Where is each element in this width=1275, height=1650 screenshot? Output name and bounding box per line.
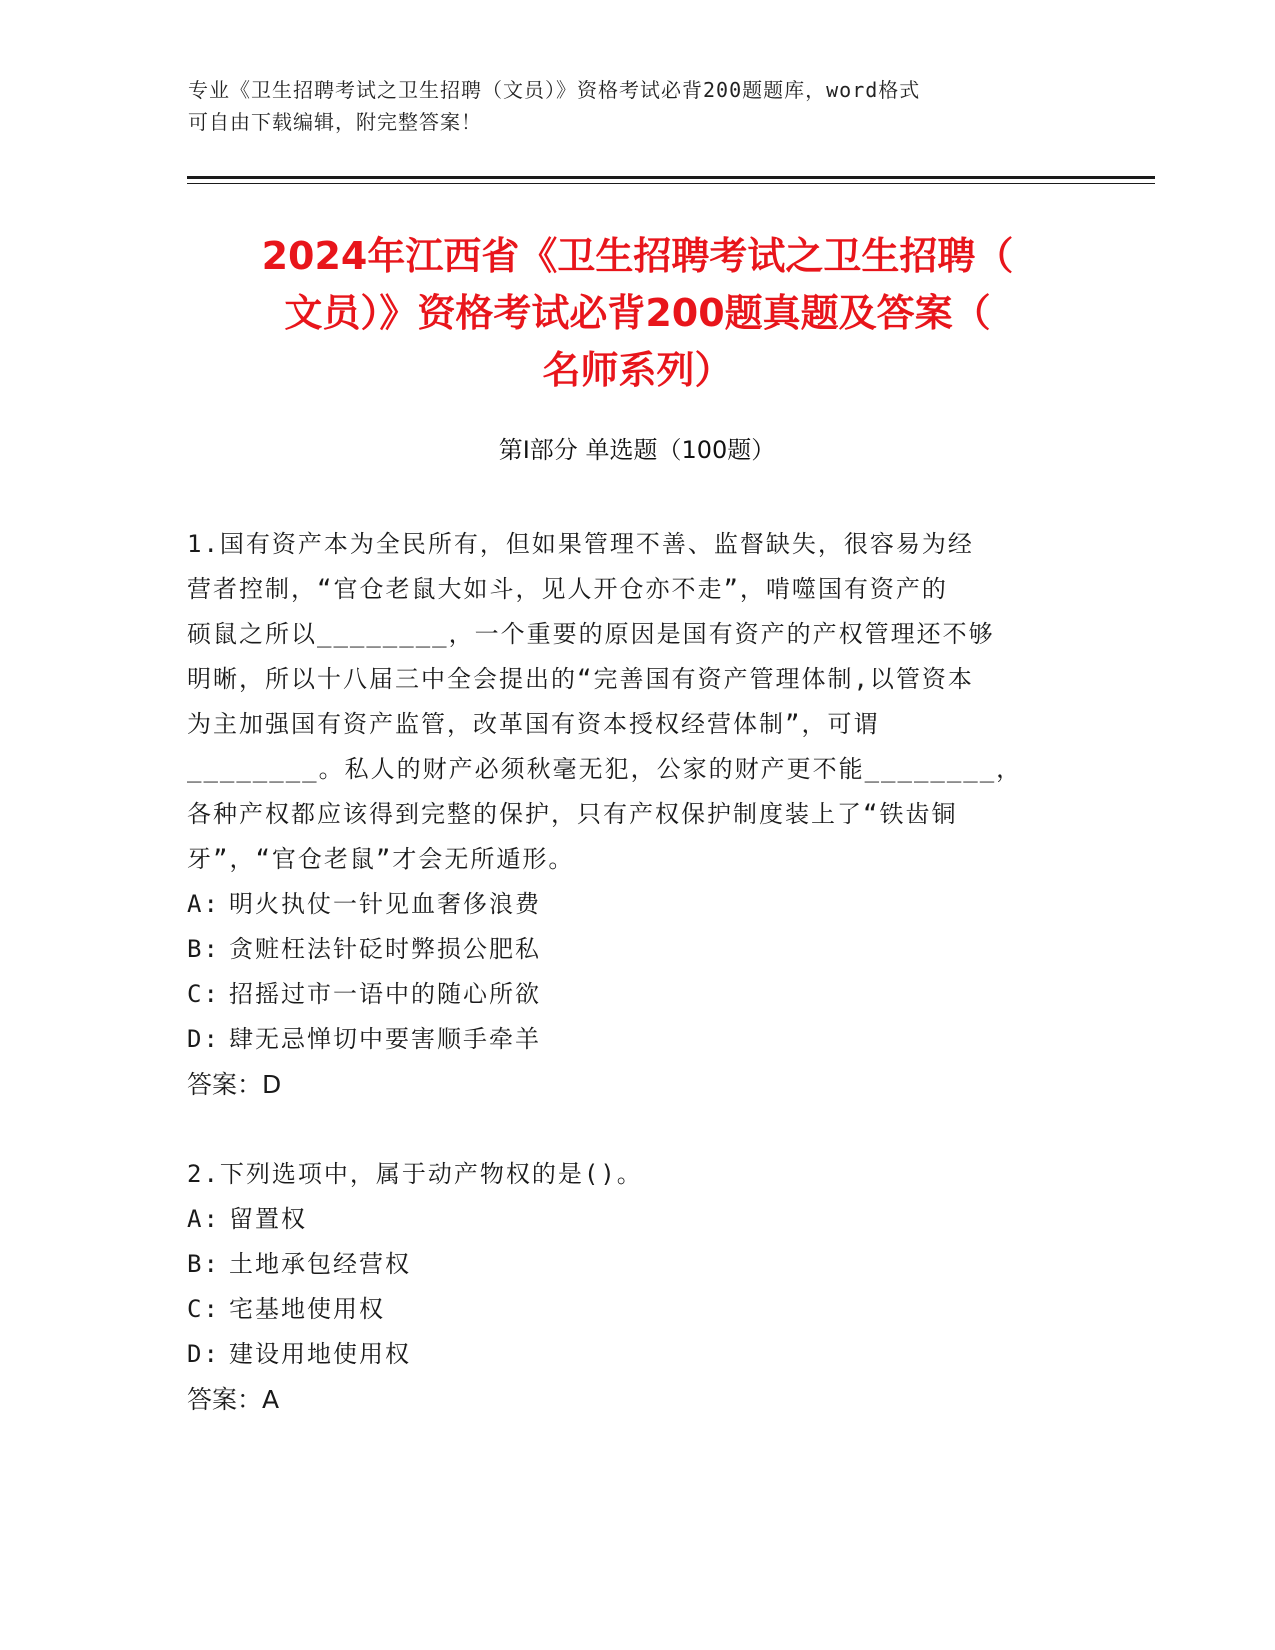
option-key: D: (187, 1340, 220, 1368)
option-b (187, 1242, 1087, 1287)
stem-line: 营者控制，“官仓老鼠大如斗，见人开仓亦不走”，啃噬国有资产的 (187, 575, 948, 603)
header-line-2: 可自由下载编辑，附完整答案！ (188, 110, 482, 134)
stem-line: 各种产权都应该得到完整的保护，只有产权保护制度装上了“铁齿铜 (187, 800, 958, 828)
option-b (187, 927, 1087, 972)
question-stem (187, 522, 1087, 882)
option-text: 肆无忌惮切中要害顺手牵羊 (229, 1025, 541, 1053)
document-title (170, 228, 1105, 399)
header-line-1: 专业《卫生招聘考试之卫生招聘（文员）》资格考试必背200题题库，word格式 (188, 78, 921, 102)
title-line-3: 名师系列） (542, 348, 733, 392)
title-line-1: 2024年江西省《卫生招聘考试之卫生招聘（ (261, 234, 1014, 278)
question-1 (187, 522, 1087, 1107)
title-line-2: 文员）》资格考试必背200题真题及答案（ (284, 291, 991, 335)
option-key: B: (187, 1250, 220, 1278)
option-key: D: (187, 1025, 220, 1053)
stem-line: ________。私人的财产必须秋毫无犯，公家的财产更不能________， (187, 755, 1023, 783)
option-d (187, 1332, 1087, 1377)
option-text: 贪赃枉法针砭时弊损公肥私 (229, 935, 541, 963)
header-divider-thick (187, 176, 1155, 179)
option-key: B: (187, 935, 220, 963)
option-key: A: (187, 890, 220, 918)
stem-line: 明晰，所以十八届三中全会提出的“完善国有资产管理体制,以管资本 (187, 665, 974, 693)
option-text: 招摇过市一语中的随心所欲 (229, 980, 541, 1008)
stem-line: 1.国有资产本为全民所有，但如果管理不善、监督缺失，很容易为经 (187, 530, 974, 558)
section-title: 第Ⅰ部分 单选题（100题） (498, 436, 776, 464)
option-a (187, 1197, 1087, 1242)
stem-line: 牙”，“官仓老鼠”才会无所遁形。 (187, 845, 575, 873)
option-c (187, 972, 1087, 1017)
option-c (187, 1287, 1087, 1332)
answer-line: 答案：A (187, 1385, 280, 1414)
stem-line: 2.下列选项中，属于动产物权的是()。 (187, 1160, 643, 1188)
question-2 (187, 1152, 1087, 1422)
answer-line: 答案：D (187, 1070, 282, 1099)
option-key: A: (187, 1205, 220, 1233)
document-header (188, 74, 1088, 138)
option-key: C: (187, 1295, 220, 1323)
option-text: 土地承包经营权 (229, 1250, 411, 1278)
option-a (187, 882, 1087, 927)
option-text: 宅基地使用权 (229, 1295, 385, 1323)
question-stem (187, 1152, 1087, 1197)
option-d (187, 1017, 1087, 1062)
option-text: 留置权 (229, 1205, 307, 1233)
option-text: 建设用地使用权 (229, 1340, 411, 1368)
option-text: 明火执仗一针见血奢侈浪费 (229, 890, 541, 918)
header-divider-thin (187, 183, 1155, 184)
stem-line: 为主加强国有资产监管，改革国有资本授权经营体制”，可谓 (187, 710, 880, 738)
option-key: C: (187, 980, 220, 1008)
stem-line: 硕鼠之所以________，一个重要的原因是国有资产的产权管理还不够 (187, 620, 995, 648)
